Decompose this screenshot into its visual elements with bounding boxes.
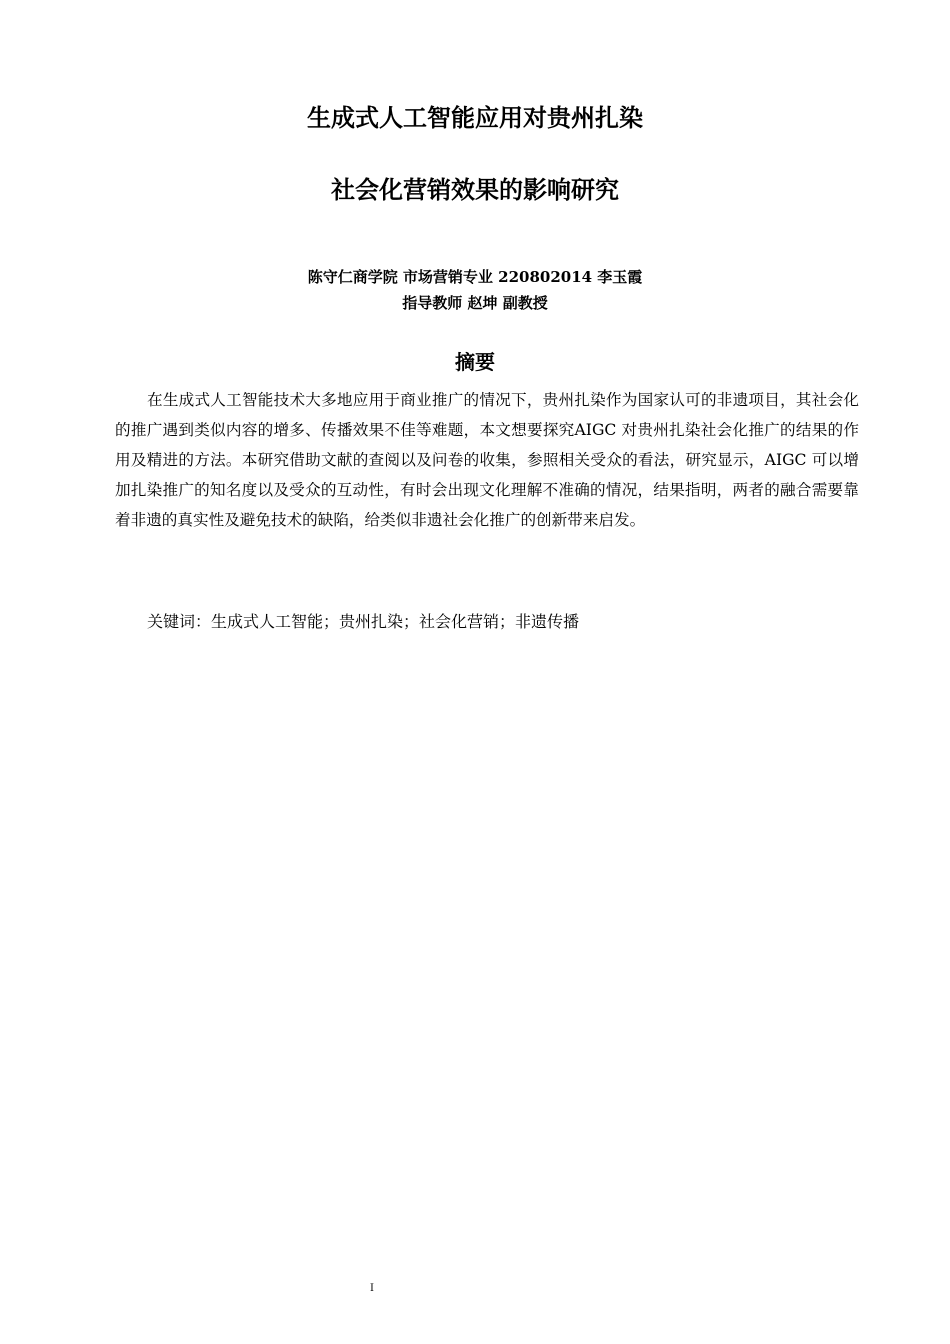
author-line: 陈守仁商学院 市场营销专业 220802014 李玉霞: [307, 268, 643, 286]
advisor-line: 指导教师 赵坤 副教授: [402, 294, 548, 312]
page-number: I: [370, 1283, 374, 1294]
title-line-1: 生成式人工智能应用对贵州扎染: [307, 104, 643, 132]
keywords-line: 关键词：生成式人工智能；贵州扎染；社会化营销；非遗传播: [147, 612, 580, 631]
abstract-paragraph: 在生成式人工智能技术大多地应用于商业推广的情况下，贵州扎染作为国家认可的非遗项目，其社会化的推广遇到类似内容的增多、传播效果不佳等难题，本文想要探究AIGC 对贵州扎染社会化推广的结果的作用及精进的方法。本研究借助文献的查阅以及问卷的收集，参照相关受众的看法，研究显示，AIGC 可以增加扎染推广的知名度以及受众的互动性，有时会出现文化理解不准确的情况，结果指明，两者的融合需要靠着非遗的真实性及避免技术的缺陷，给类似非遗社会化推广的创新带来启发。: [115, 391, 859, 529]
title-line-2: 社会化营销效果的影响研究: [331, 176, 619, 204]
abstract-heading: 摘要: [455, 350, 495, 374]
